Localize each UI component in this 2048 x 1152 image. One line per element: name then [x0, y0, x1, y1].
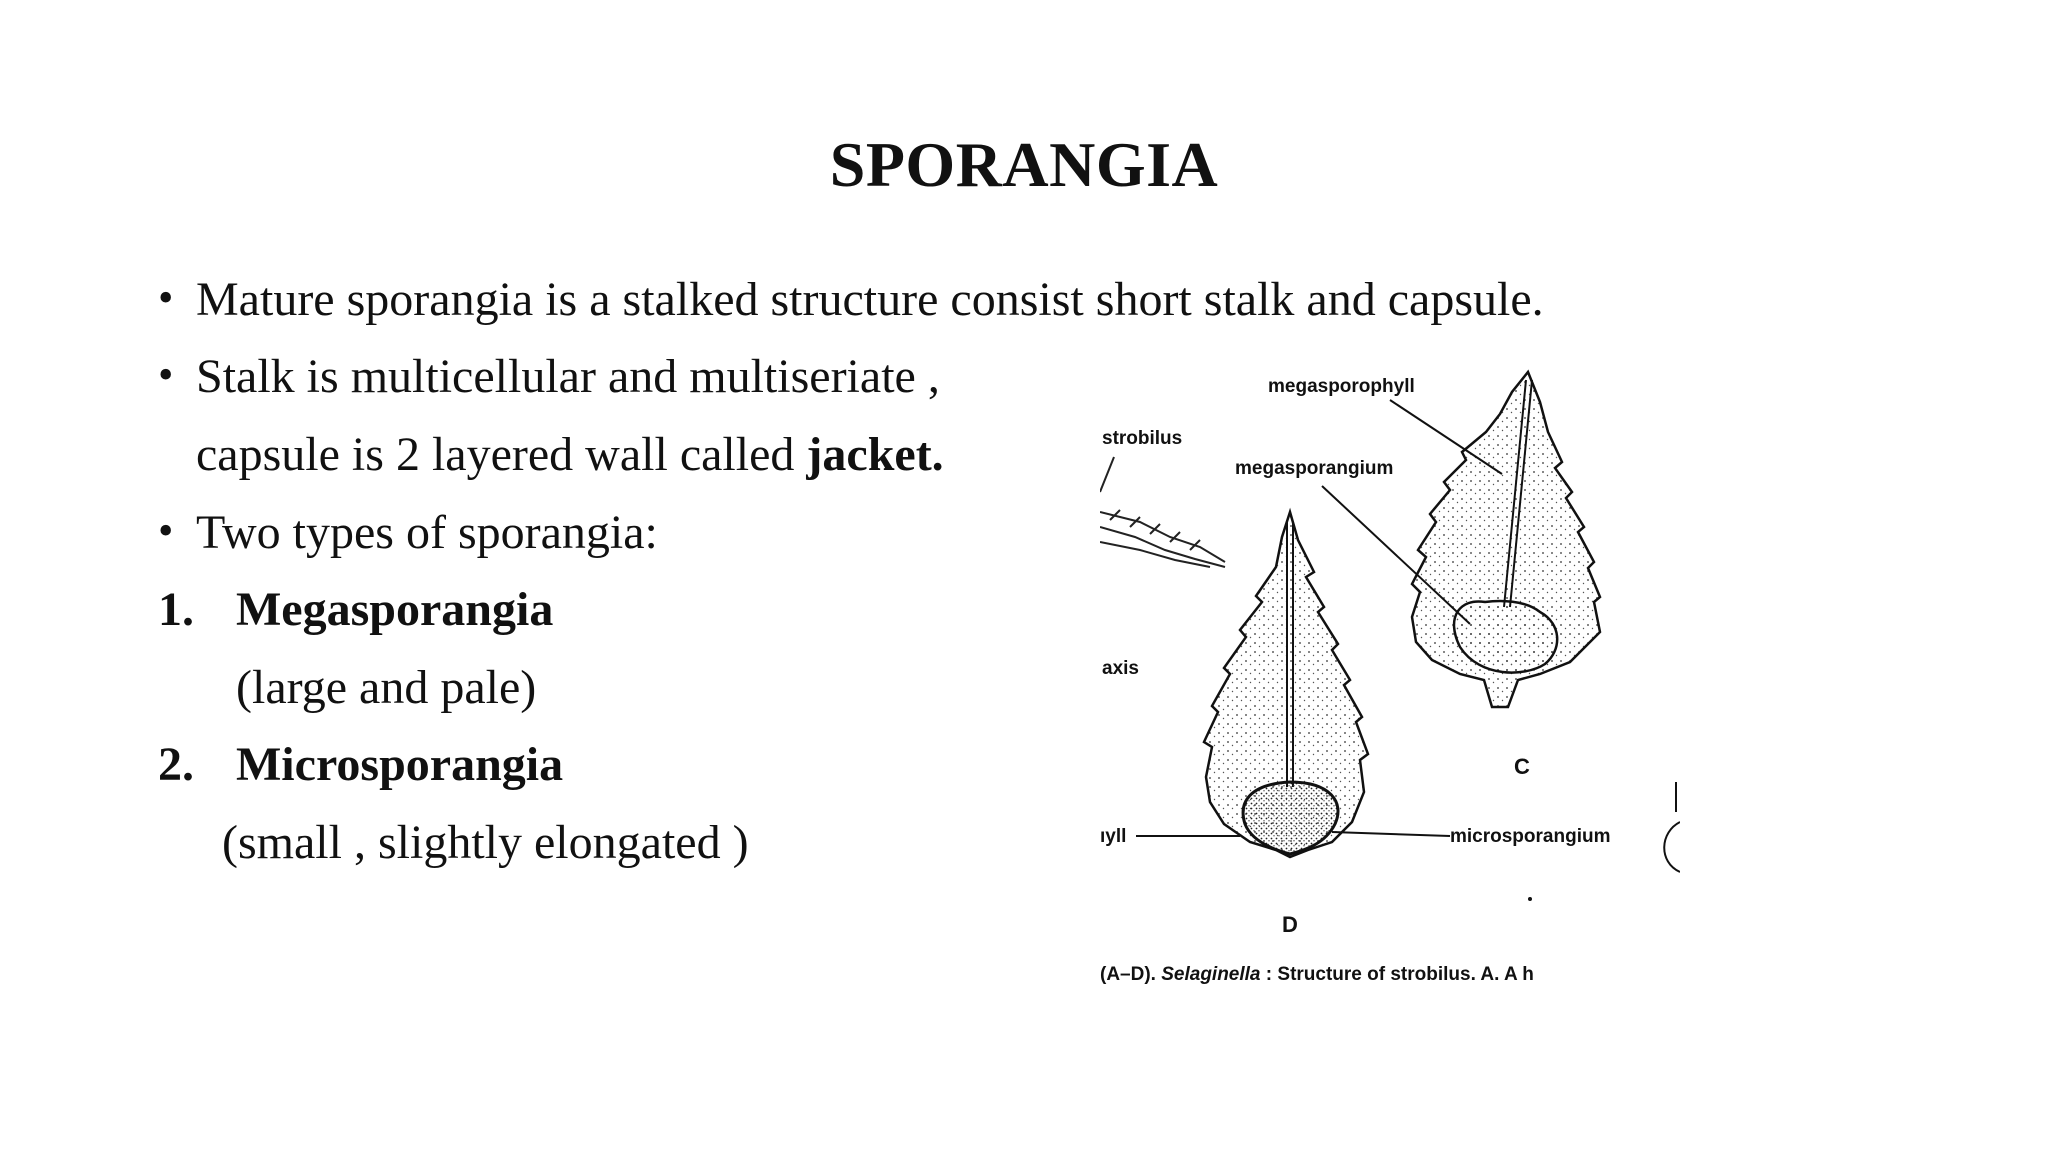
type-megasporangia: Megasporangia: [236, 583, 554, 636]
caption-genus: Selaginella: [1161, 964, 1261, 985]
selaginella-strobilus-figure: [1100, 362, 1680, 992]
bullet-text-mature-sporangia: Mature sporangia is a stalked structure consist short stalk and capsule.: [196, 273, 1544, 326]
label-sporophyll-partial: ıyll: [1100, 826, 1127, 847]
microsporophyll-leaf-d: [1204, 512, 1368, 857]
label-letter-c: C: [1514, 754, 1530, 779]
caption-text: : Structure of strobilus. A. A h: [1260, 964, 1534, 985]
bullet-text-capsule: [196, 427, 944, 483]
label-microsporangium: microsporangium: [1450, 826, 1611, 847]
strobilus-fragment: [1100, 457, 1225, 567]
list-number: 1.: [158, 583, 194, 636]
label-axis: axis: [1102, 658, 1139, 679]
bullet-text-two-types: Two types of sporangia:: [196, 506, 658, 559]
list-number: 2.: [158, 738, 194, 791]
bullet-marker: •: [158, 273, 174, 322]
bullet-marker: •: [158, 506, 174, 555]
type-microsporangia: Microsporangia: [236, 738, 564, 791]
bullet-marker: •: [158, 350, 174, 399]
caption-prefix: (A–D).: [1100, 964, 1162, 985]
label-strobilus: strobilus: [1102, 428, 1183, 449]
figure-caption: [1100, 964, 1680, 986]
figure-drawing: [1100, 362, 1680, 992]
type-megasporangia-note: (large and pale): [236, 661, 537, 714]
capsule-text: capsule is 2 layered wall called: [196, 428, 807, 481]
label-megasporangium: megasporangium: [1235, 458, 1394, 479]
label-megasporophyll: megasporophyll: [1268, 376, 1415, 397]
type-microsporangia-note: (small , slightly elongated ): [222, 816, 749, 869]
megasporophyll-leaf-c: [1412, 372, 1600, 707]
bullet-text-stalk: Stalk is multicellular and multiseriate ,: [196, 350, 940, 403]
jacket-term: jacket.: [806, 428, 944, 481]
slide-title: SPORANGIA: [829, 129, 1219, 200]
label-letter-d: D: [1282, 912, 1298, 937]
